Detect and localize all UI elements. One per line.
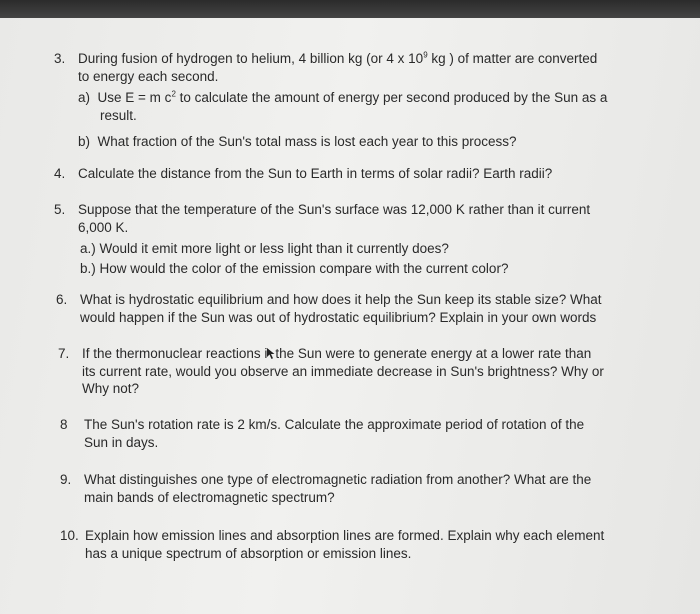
- exponent: 9: [423, 50, 428, 60]
- question-number: 8: [60, 417, 68, 432]
- question-line: has a unique spectrum of absorption or emission lines.: [85, 545, 412, 561]
- question-3b: b) What fraction of the Sun's total mass is lost each year to this process?: [78, 134, 517, 149]
- question-5b: b.) How would the color of the emission compare with the current color?: [80, 261, 509, 276]
- exponent: 2: [171, 89, 176, 99]
- worksheet-page: [0, 18, 700, 614]
- question-line: its current rate, would you observe an immediate decrease in Sun's brightness? Why or: [82, 363, 604, 379]
- question-3a: a) Use E = m $c^2$ to calculate the amount of energy per second produced by the Sun as a: [78, 89, 608, 105]
- question-line: Sun in days.: [84, 434, 159, 450]
- question-line: 6,000 K.: [78, 219, 129, 235]
- question-number: 10.: [60, 528, 79, 543]
- part-label: b): [78, 134, 91, 149]
- question-line: If the thermonuclear reactions i the Sun were to generate energy at a lower rate than: [82, 346, 592, 361]
- question-5a: a.) Would it emit more light or less light than it currently does?: [80, 241, 449, 256]
- question-line: to energy each second.: [78, 68, 219, 84]
- question-line: Why not?: [82, 381, 140, 396]
- question-number: 6.: [56, 292, 68, 307]
- question-number: 4.: [54, 166, 66, 181]
- question-number: 7.: [58, 346, 70, 361]
- question-line: Explain how emission lines and absorption lines are formed. Explain why each element: [85, 528, 605, 543]
- question-line: main bands of electromagnetic spectrum?: [84, 489, 335, 505]
- question-line: The Sun's rotation rate is 2 km/s. Calculate the approximate period of rotation of the: [84, 417, 585, 432]
- part-label: a): [78, 90, 91, 105]
- question-line: would happen if the Sun was out of hydrostatic equilibrium? Explain in your own words: [80, 309, 597, 325]
- question-number: 9.: [60, 472, 72, 487]
- question-number: 5.: [54, 202, 66, 217]
- question-line: What distinguishes one type of electromagnetic radiation from another? What are the: [84, 472, 592, 487]
- question-line: What is hydrostatic equilibrium and how does it help the Sun keep its stable size? What: [80, 292, 602, 307]
- question-line: During fusion of hydrogen to helium, 4 billion kg (or 4 x $10^9$ kg ) of matter are converted: [78, 50, 598, 66]
- question-line: Suppose that the temperature of the Sun's surface was 12,000 K rather than it current: [78, 202, 591, 217]
- question-3a-line2: result.: [100, 108, 137, 123]
- question-number: 3.: [54, 51, 66, 66]
- question-line: Calculate the distance from the Sun to Earth in terms of solar radii? Earth radii?: [78, 166, 553, 181]
